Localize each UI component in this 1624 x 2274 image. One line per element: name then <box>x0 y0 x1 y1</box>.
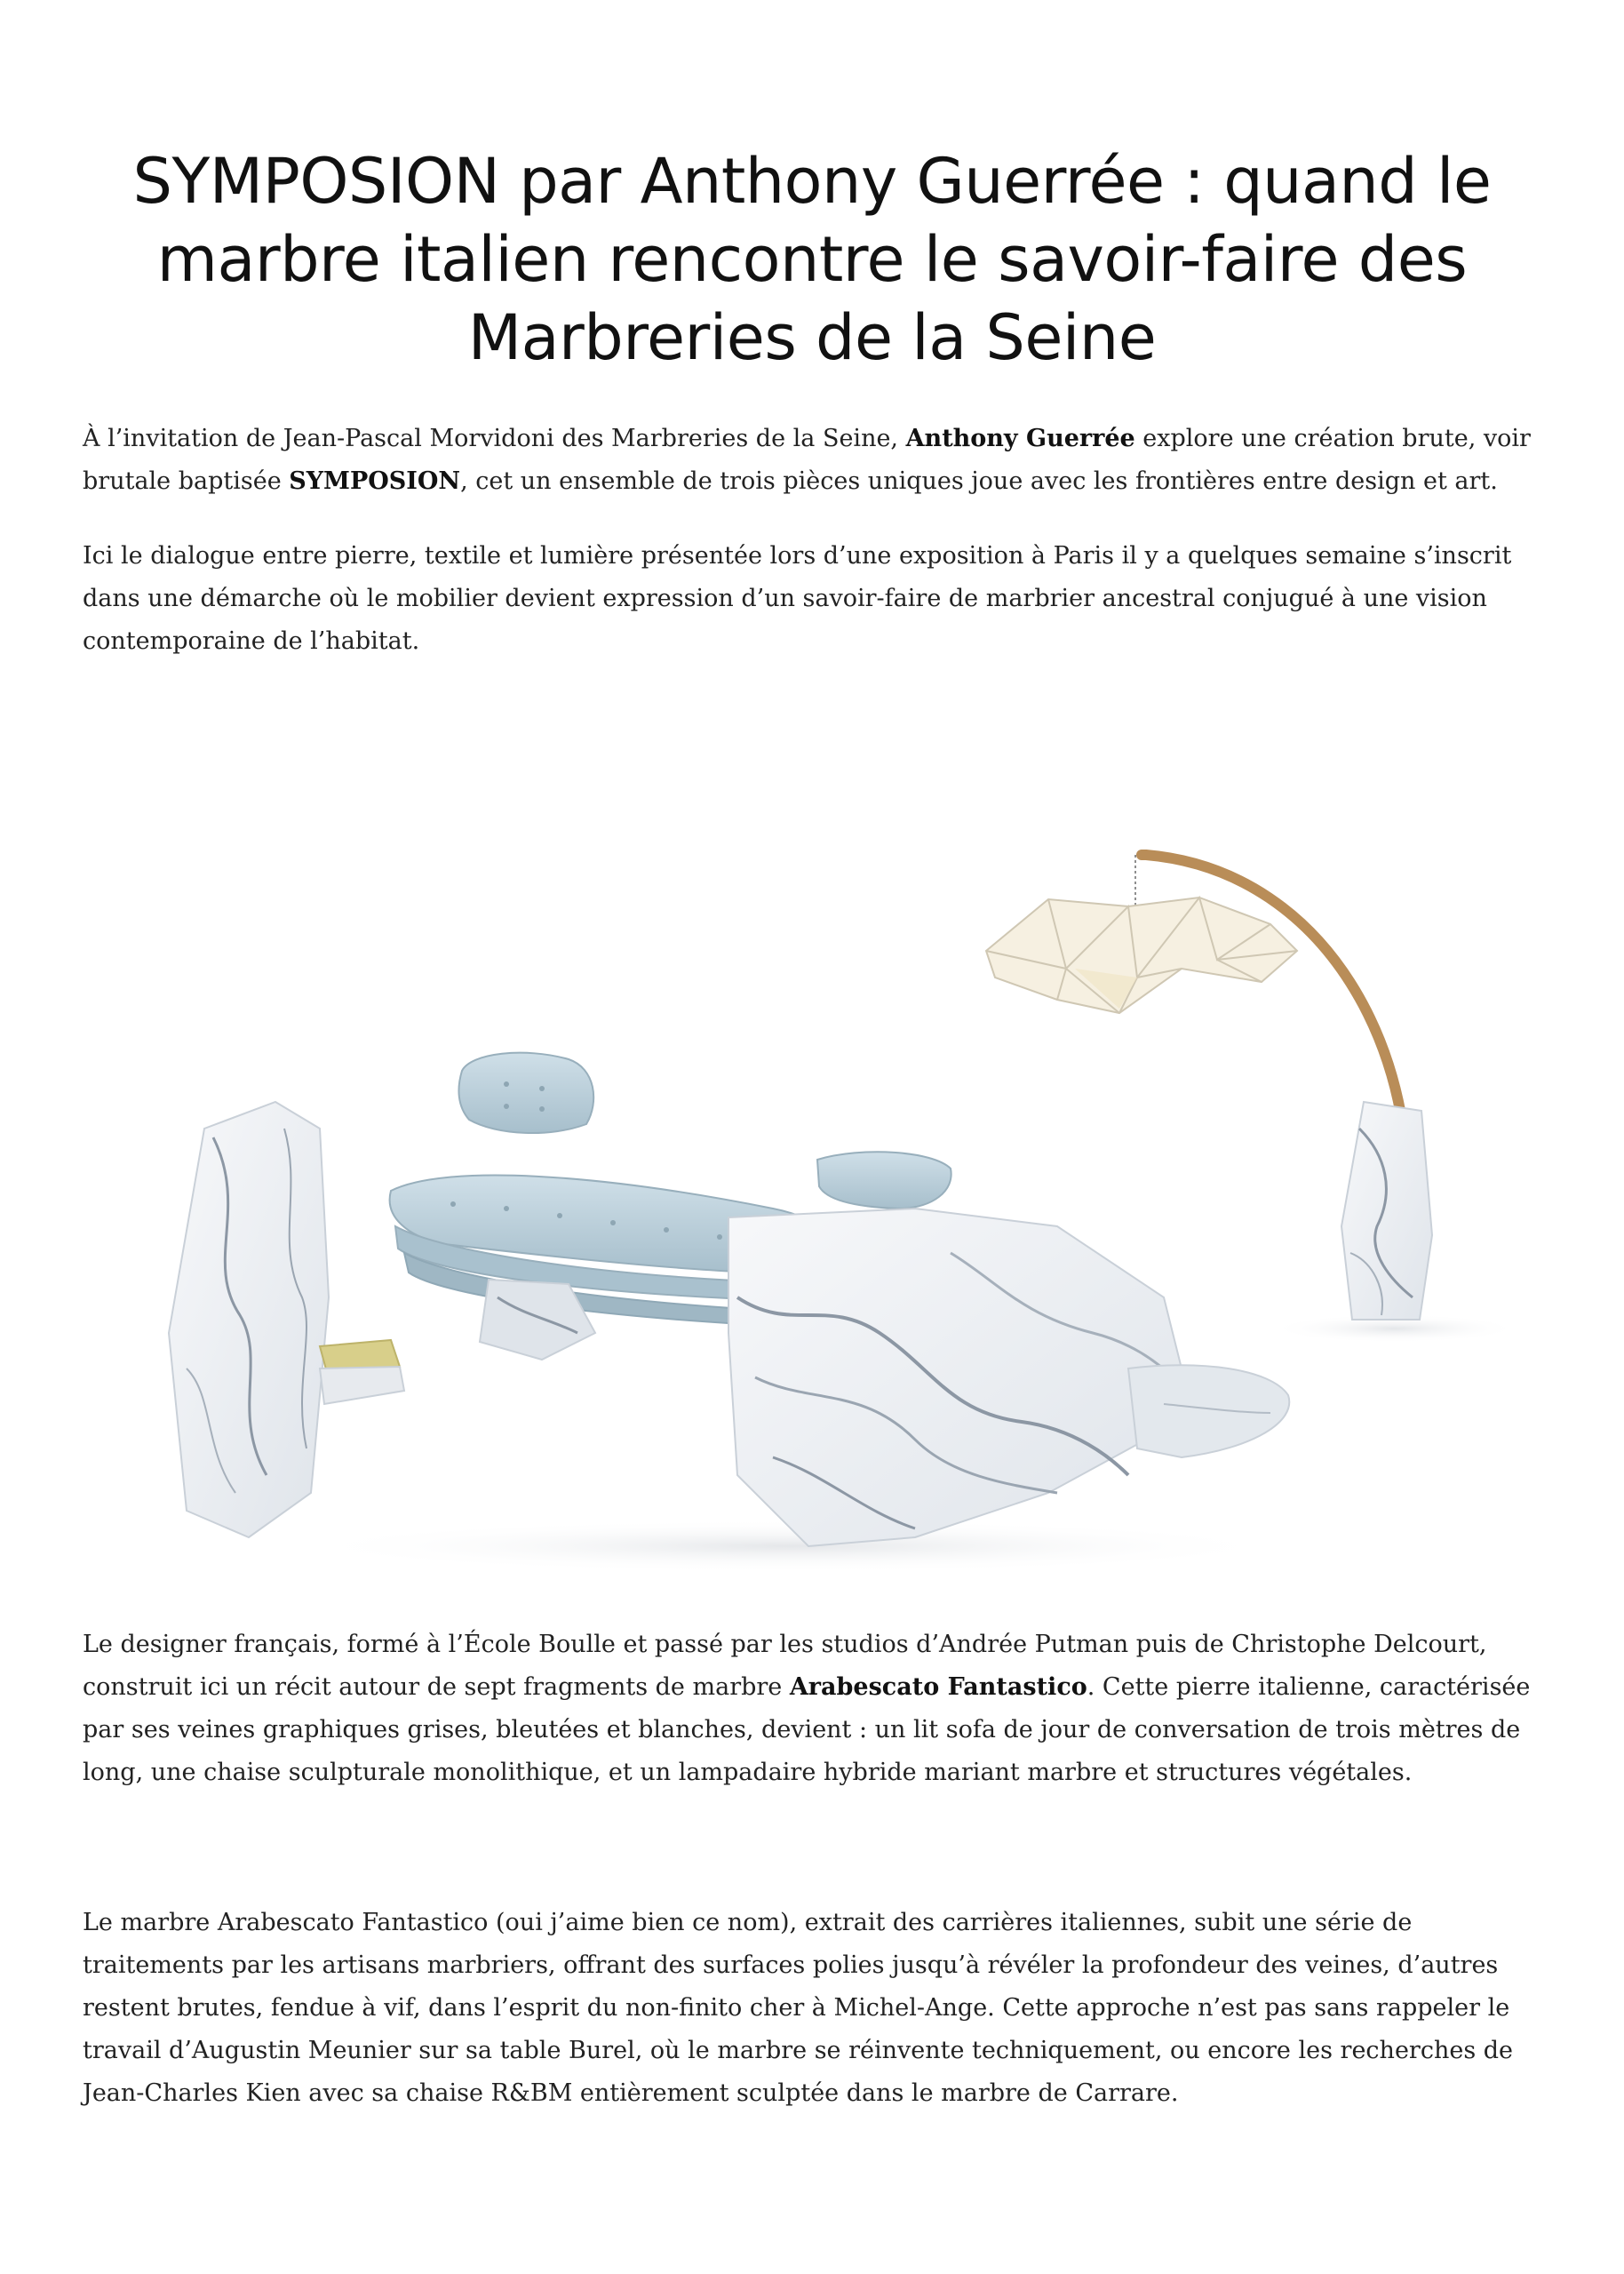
intro-text-start: À l’invitation de Jean-Pascal Morvidoni des Marbreries de la Seine, <box>83 425 906 452</box>
paragraph-3-start: Le designer français, formé à l’École Boulle et passé par les studios d’Andrée Putman puis de Christophe Delcourt, construit ici un récit autour de sept fragments de marbre <box>83 1631 1487 1701</box>
project-name: SYMPOSION <box>289 467 461 495</box>
marble-name: Arabescato Fantastico <box>789 1673 1087 1701</box>
body-paragraph-4: Le marbre Arabescato Fantastico (oui j’aime bien ce nom), extrait des carrières italiennes, subit une série de traitements par les artisans marbriers, offrant des surfaces polies jusqu’à révéler la profondeur des veines, d’autres restent brutes, fendue à vif, dans l’esprit du non-finito cher à Michel-Ange. Cette approche n’est pas sans rappeler le travail d’Augustin Meunier sur sa table Burel, où le marbre se réinvente techniquement, ou encore les recherches de Jean-Charles Kien avec sa chaise R&BM entièrement sculptée dans le marbre de Carrare. <box>83 1909 1514 2107</box>
intro-paragraph <box>83 418 1557 503</box>
body-paragraph-3 <box>83 1624 1557 1794</box>
paragraph-3-end: . Cette pierre italienne, caractérisée par ses veines graphiques grises, bleutées et blanches, devient : un lit sofa de jour de conversation de trois mètres de long, une chaise sculpturale monolithique, et un lampadaire hybride mariant marbre et structures végétales. <box>83 1673 1531 1786</box>
designer-name: Anthony Guerrée <box>905 425 1135 452</box>
article-title: SYMPOSION par Anthony Guerrée : quand le marbre italien rencontre le savoir-faire des Marbreries de la Seine <box>132 145 1492 374</box>
intro-text-middle: explore une création brute, voir brutale baptisée <box>83 425 1531 495</box>
symposion-furniture-photo <box>151 835 1555 1591</box>
intro-text-end: , cet un ensemble de trois pièces uniques joue avec les frontières entre design et art. <box>460 467 1498 495</box>
symposion-furniture-illustration <box>151 835 1555 1591</box>
body-paragraph-2: Ici le dialogue entre pierre, textile et lumière présentée lors d’une exposition à Paris il y a quelques semaine s’inscrit dans une démarche où le mobilier devient expression d’un savoir-faire de marbrier ancestral conjugué à une vision contemporaine de l’habitat. <box>83 542 1512 655</box>
